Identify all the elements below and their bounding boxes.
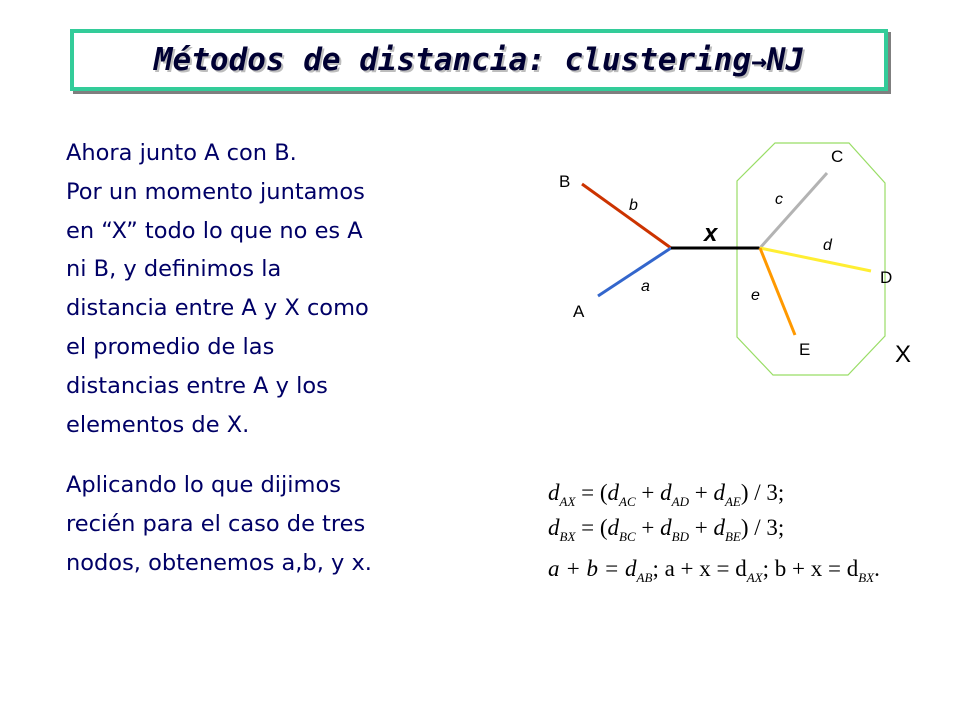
eq-end: . <box>874 556 880 581</box>
equation-dax <box>548 480 784 509</box>
eq-plus: + <box>688 515 714 540</box>
eq-sub: AB <box>636 570 653 585</box>
eq-op: = ( <box>575 480 608 505</box>
branch-e <box>760 248 795 335</box>
eq-part: ; a + x = d <box>652 556 747 581</box>
eq-tail: ) / 3; <box>740 480 785 505</box>
explanation-line: en “X” todo lo que no es A <box>66 217 363 244</box>
explanation-line: ni B, y definimos la <box>66 256 282 283</box>
eq-lhs: d <box>548 480 560 505</box>
branch-label-d: d <box>823 237 832 254</box>
eq-plus: + <box>635 515 661 540</box>
eq-sub: BX <box>858 570 875 585</box>
eq-part: a + b = d <box>548 556 637 581</box>
eq-term: d <box>607 515 620 540</box>
eq-term: d <box>607 480 620 505</box>
conclusion-line: recién para el caso de tres <box>66 510 366 537</box>
branch-b <box>582 184 671 248</box>
eq-plus: + <box>635 480 661 505</box>
eq-sub: AE <box>724 494 741 509</box>
eq-term: d <box>660 515 672 540</box>
eq-plus: + <box>688 480 714 505</box>
explanation-line: Ahora junto A con B. <box>66 140 297 166</box>
eq-sub: AD <box>671 494 689 509</box>
eq-sub: AC <box>619 494 636 509</box>
eq-term: d <box>713 480 725 505</box>
eq-sub: AX <box>746 570 763 585</box>
branch-label-x: x <box>704 220 718 247</box>
eq-sub: BX <box>559 529 576 544</box>
explanation-line: distancias entre A y los <box>66 372 328 399</box>
title-suffix: NJ <box>766 42 805 78</box>
equation-dbx <box>548 515 784 544</box>
branch-label-b: b <box>629 197 638 214</box>
title-main: Métodos de distancia: clustering <box>153 42 752 78</box>
conclusion-line: nodos, obtenemos a,b, y x. <box>66 549 372 576</box>
node-label-c: C <box>831 147 844 166</box>
eq-sub: AX <box>559 494 576 509</box>
branch-label-a: a <box>641 278 650 295</box>
node-label-d: D <box>880 268 893 287</box>
explanation-line: el promedio de las <box>66 333 275 360</box>
node-label-b: B <box>559 172 571 191</box>
branch-label-e: e <box>751 287 760 304</box>
group-label-x: X <box>895 341 912 368</box>
eq-term: d <box>660 480 672 505</box>
branch-d <box>760 248 871 271</box>
eq-sub: BE <box>724 529 741 544</box>
branch-c <box>760 173 827 248</box>
equation-branch-sums <box>548 556 880 585</box>
eq-sub: BC <box>619 529 636 544</box>
branch-label-c: c <box>775 191 783 208</box>
eq-lhs: d <box>548 515 560 540</box>
eq-term: d <box>713 515 725 540</box>
eq-sub: BD <box>671 529 689 544</box>
title-arrow: → <box>751 47 767 77</box>
explanation-line: distancia entre A y X como <box>66 295 369 322</box>
node-label-e: E <box>799 340 811 359</box>
eq-part: ; b + x = d <box>762 556 859 581</box>
explanation-line: elementos de X. <box>66 411 250 438</box>
eq-tail: ) / 3; <box>740 515 785 540</box>
explanation-line: Por un momento juntamos <box>66 178 365 205</box>
branch-a <box>598 248 671 296</box>
node-label-a: A <box>573 302 585 321</box>
eq-op: = ( <box>575 515 608 540</box>
conclusion-line: Aplicando lo que dijimos <box>66 472 341 498</box>
